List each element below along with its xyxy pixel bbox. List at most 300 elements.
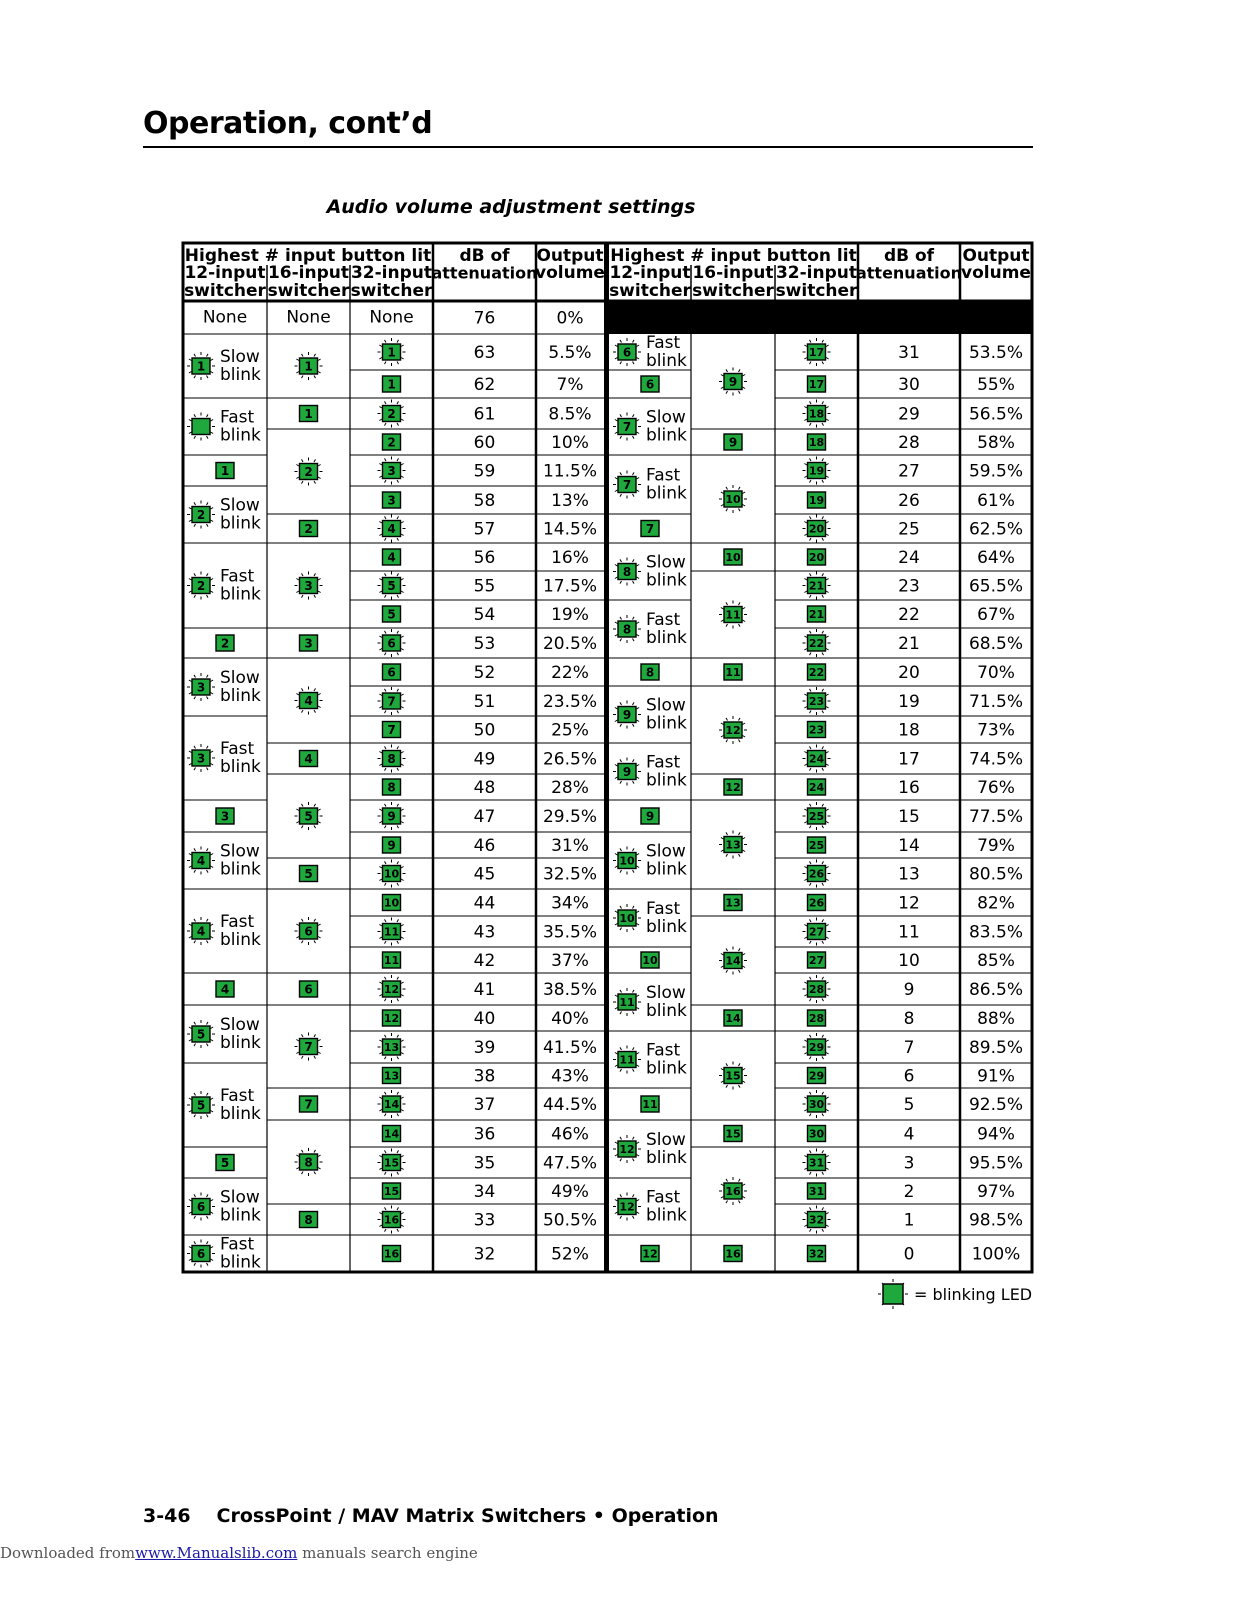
left-volume-cell: 13% (551, 491, 589, 511)
led-number: 13 (383, 1069, 400, 1083)
left-db-cell: 59 (473, 461, 496, 482)
right-db-cell: 26 (898, 491, 920, 511)
left-in12-blink-label: Fast (220, 566, 255, 587)
led-number: 20 (808, 522, 825, 536)
left-vol-header: Output (536, 246, 604, 266)
left-in32-blinking-led-icon (378, 1033, 406, 1061)
right-in12-blink-label-sub: blink (646, 713, 687, 734)
right-in12-blink-label-sub: blink (646, 483, 687, 504)
right-group-header: Highest # input button lit (610, 246, 857, 266)
empty-black-block (604, 301, 1032, 334)
left-in16-lit-led-icon (300, 521, 318, 537)
right-db-cell: 1 (903, 1210, 915, 1231)
left-db-cell: 36 (473, 1124, 496, 1145)
right-in12-fast-blink-led-icon (613, 1046, 641, 1074)
right-volume-cell: 58% (977, 433, 1015, 453)
led-number: 19 (808, 464, 825, 478)
left-in16-lit-led-icon (300, 866, 318, 882)
led-number: 2 (387, 407, 396, 421)
left-volume-cell: 41.5% (542, 1038, 598, 1058)
right-db-cell: 8 (903, 1009, 915, 1029)
led-number: 28 (808, 1012, 825, 1025)
led-number: 5 (304, 809, 313, 824)
right-volume-cell: 53.5% (968, 343, 1024, 363)
right-in12-lit-led-icon (641, 1246, 659, 1262)
led-number: 28 (808, 983, 825, 996)
right-in16-blinking-led-icon (719, 368, 747, 396)
led-number: 11 (642, 1098, 658, 1111)
right-db-cell: 18 (898, 720, 920, 741)
led-number: 13 (383, 1041, 400, 1054)
left-in12-blink-label-sub: blink (220, 930, 261, 950)
left-volume-cell: 37% (551, 951, 589, 971)
led-number: 17 (808, 378, 825, 391)
left-in32-blinking-led-icon (378, 515, 406, 543)
left-db-cell: 60 (473, 433, 496, 453)
right-in12-blink-label-sub: blink (646, 770, 687, 791)
led-number: 10 (619, 854, 635, 868)
led-number: 8 (622, 622, 632, 637)
led-number: 27 (808, 925, 825, 939)
led-number: 7 (387, 723, 396, 737)
led-number: 6 (304, 924, 313, 939)
led-number: 4 (387, 550, 396, 565)
led-number: 16 (725, 1247, 741, 1261)
left-in12-blink-label: Fast (220, 1234, 255, 1255)
right-volume-cell: 74.5% (968, 749, 1024, 770)
left-db-cell: 57 (473, 519, 496, 540)
right-in12-lit-led-icon (641, 1096, 659, 1112)
led-number: 7 (304, 1040, 313, 1054)
left-db-cell: 56 (473, 548, 496, 568)
left-volume-cell: 52% (551, 1244, 589, 1265)
led-number: 21 (808, 579, 825, 593)
left-in12-blink-label: Slow (220, 1015, 260, 1035)
right-volume-cell: 67% (977, 605, 1015, 625)
left-db-cell: 35 (473, 1153, 496, 1174)
left-in32-lit-led-icon (383, 664, 401, 680)
right-in12-blink-label-sub: blink (646, 1001, 687, 1021)
left-volume-cell: 26.5% (542, 749, 598, 770)
left-in12-blink-label: Slow (220, 347, 260, 367)
right-db-cell: 15 (898, 807, 920, 827)
led-number: 29 (808, 1069, 825, 1083)
left-in32-blinking-led-icon (378, 860, 406, 888)
right-volume-cell: 79% (977, 836, 1015, 856)
left-db-cell: 61 (473, 404, 496, 425)
right-volume-cell: 65.5% (968, 576, 1024, 597)
left-in32-lit-led-icon (383, 606, 401, 622)
right-db-cell: 25 (898, 519, 920, 540)
led-number: 27 (808, 954, 825, 967)
led-number: 12 (619, 1200, 635, 1214)
left-in32-lit-led-icon (383, 492, 401, 508)
right-in12-slow-blink-led-icon (613, 1135, 641, 1163)
led-number: 12 (619, 1143, 635, 1156)
left-volume-cell: 20.5% (542, 634, 598, 654)
left-in12-blink-label: Slow (220, 495, 260, 516)
led-number: 10 (383, 896, 400, 910)
left-in16-blinking-led-icon (295, 687, 323, 715)
right-in32-lit-led-icon (808, 837, 826, 853)
left-in12-slow-blink-led-icon (187, 673, 215, 701)
right-in32-lit-led-icon (808, 1246, 826, 1262)
right-in12-blink-label-sub: blink (646, 859, 687, 880)
left-volume-cell: 40% (551, 1009, 589, 1029)
left-in16-lit-led-icon (300, 1212, 318, 1228)
left-in32-blinking-led-icon (378, 802, 406, 830)
led-number: 11 (383, 954, 400, 967)
left-in32-blinking-led-icon (378, 975, 406, 1003)
left-in16-blinking-led-icon (295, 352, 323, 380)
led-number: 20 (808, 551, 825, 564)
left-db-cell: 62 (473, 375, 496, 395)
led-number: 9 (622, 708, 632, 722)
right-db-cell: 16 (898, 778, 920, 798)
left-volume-cell: 46% (551, 1124, 589, 1145)
led-number: 26 (808, 896, 825, 910)
right-in12-slow-blink-led-icon (613, 413, 641, 441)
right-volume-cell: 92.5% (968, 1095, 1024, 1115)
led-number: 7 (645, 522, 655, 536)
right-in32-blinking-led-icon (803, 745, 831, 773)
right-in32-lit-led-icon (808, 549, 826, 565)
led-number: 1 (220, 464, 230, 478)
left-col-16-header-sub: switcher (267, 281, 350, 301)
left-in16-blinking-led-icon (295, 802, 323, 830)
right-in32-blinking-led-icon (803, 400, 831, 428)
left-in16-lit-led-icon (300, 406, 318, 422)
right-in32-blinking-led-icon (803, 1090, 831, 1118)
right-in32-blinking-led-icon (803, 918, 831, 946)
left-volume-cell: 35.5% (542, 922, 598, 943)
left-in32-lit-led-icon (383, 434, 401, 450)
right-volume-cell: 82% (977, 893, 1015, 914)
right-in32-lit-led-icon (808, 1068, 826, 1084)
led-number: 25 (808, 839, 825, 852)
left-volume-cell: 0% (556, 308, 584, 329)
led-number: 10 (725, 493, 741, 506)
right-col-32-header: 32-input (775, 263, 858, 283)
led-number: 8 (387, 752, 396, 766)
led-number: 22 (808, 666, 825, 679)
led-number: 5 (196, 1098, 206, 1113)
right-in32-lit-led-icon (808, 434, 826, 450)
right-in12-blink-label: Fast (646, 752, 681, 773)
left-in16-lit-led-icon (300, 981, 318, 997)
right-in16-lit-led-icon (724, 779, 742, 795)
led-number: 7 (622, 420, 632, 434)
right-in12-blink-label-sub: blink (646, 1205, 687, 1226)
led-number: 11 (619, 1053, 635, 1067)
left-in12-blink-label-sub: blink (220, 1252, 261, 1273)
right-vol-header-sub: volume (961, 263, 1031, 283)
right-db-cell: 28 (898, 433, 920, 453)
right-in16-blinking-led-icon (719, 716, 747, 744)
right-in12-blink-label: Fast (646, 465, 681, 486)
led-number: 9 (387, 809, 396, 824)
right-db-cell: 5 (903, 1095, 915, 1115)
left-db-cell: 39 (473, 1038, 496, 1058)
left-volume-cell: 28% (551, 778, 589, 798)
led-number: 4 (304, 694, 313, 708)
download-prefix: Downloaded from (0, 1544, 136, 1562)
right-in16-lit-led-icon (724, 1010, 742, 1026)
right-in32-lit-led-icon (808, 779, 826, 795)
left-in32-blinking-led-icon (378, 572, 406, 600)
right-db-cell: 27 (898, 461, 920, 482)
left-db-cell: 52 (473, 663, 496, 683)
left-in12-lit-led-icon (216, 808, 234, 824)
page-number: 3-46 (143, 1505, 191, 1527)
left-in32-lit-led-icon (383, 952, 401, 968)
left-volume-cell: 7% (556, 375, 584, 395)
led-number: 1 (196, 359, 206, 374)
right-col-32-header-sub: switcher (775, 281, 858, 301)
led-number: 12 (383, 983, 400, 996)
left-volume-cell: 19% (551, 605, 589, 625)
led-number: 11 (725, 608, 741, 622)
left-in32-blinking-led-icon (378, 918, 406, 946)
left-in12-blink-label-sub: blink (220, 425, 261, 446)
right-in32-lit-led-icon (808, 376, 826, 392)
led-number: 16 (383, 1213, 400, 1227)
led-number: 15 (725, 1127, 741, 1141)
right-in12-blink-label-sub: blink (646, 570, 687, 591)
left-db-header-sub: attenuation (431, 263, 538, 283)
led-number: 3 (304, 636, 313, 651)
left-in32-lit-led-icon (383, 1010, 401, 1026)
led-number: 5 (220, 1156, 230, 1170)
right-in32-lit-led-icon (808, 895, 826, 911)
left-volume-cell: 47.5% (542, 1153, 598, 1174)
left-db-cell: 55 (473, 576, 496, 597)
led-number: 7 (622, 478, 632, 492)
right-volume-cell: 77.5% (968, 807, 1024, 827)
led-number: 5 (387, 607, 396, 622)
led-number: 11 (725, 666, 741, 679)
led-number: 15 (383, 1185, 400, 1198)
led-number: 14 (725, 1012, 741, 1025)
left-in32-none-label: None (369, 307, 414, 328)
right-in12-slow-blink-led-icon (613, 988, 641, 1016)
led-number: 29 (808, 1041, 825, 1054)
left-in12-blink-label-sub: blink (220, 686, 261, 706)
led-number: 2 (220, 636, 230, 651)
led-number: 32 (808, 1247, 825, 1261)
led-number: 17 (808, 346, 825, 359)
download-notice (0, 1544, 478, 1562)
right-volume-cell: 56.5% (968, 404, 1024, 425)
right-volume-cell: 62.5% (968, 519, 1024, 540)
led-number: 30 (808, 1098, 825, 1111)
left-db-cell: 34 (473, 1182, 496, 1202)
right-db-cell: 13 (898, 864, 920, 885)
left-volume-cell: 8.5% (548, 404, 592, 425)
led-number: 8 (645, 665, 655, 680)
right-volume-cell: 68.5% (968, 634, 1024, 654)
left-in12-blink-label-sub: blink (220, 584, 261, 605)
led-number: 8 (387, 780, 396, 795)
led-number: 18 (808, 407, 825, 421)
led-number: 8 (304, 1213, 313, 1227)
left-volume-cell: 5.5% (548, 343, 592, 363)
left-in16-none-label: None (286, 307, 331, 328)
led-number: 24 (808, 752, 825, 766)
right-in12-blink-label-sub: blink (646, 1058, 687, 1079)
right-in12-slow-blink-led-icon (613, 558, 641, 586)
right-db-cell: 12 (898, 893, 920, 914)
right-db-header: dB of (883, 246, 935, 266)
right-db-cell: 30 (898, 375, 920, 395)
right-db-cell: 24 (898, 548, 920, 568)
legend (878, 1279, 1032, 1309)
left-in32-lit-led-icon (383, 779, 401, 795)
left-db-cell: 37 (473, 1095, 496, 1115)
left-in32-blinking-led-icon (378, 687, 406, 715)
left-volume-cell: 10% (551, 433, 589, 453)
right-in16-blinking-led-icon (719, 485, 747, 513)
left-in12-fast-blink-led-icon (187, 413, 215, 441)
left-in12-blink-label-sub: blink (220, 1104, 261, 1124)
left-in32-blinking-led-icon (378, 338, 406, 366)
led-number: 9 (622, 765, 632, 779)
led-number: 14 (725, 954, 741, 968)
right-in16-blinking-led-icon (719, 1177, 747, 1205)
left-volume-cell: 14.5% (542, 519, 598, 540)
right-in16-lit-led-icon (724, 664, 742, 680)
left-volume-cell: 43% (551, 1066, 589, 1087)
left-in32-lit-led-icon (383, 837, 401, 853)
left-volume-cell: 49% (551, 1182, 589, 1202)
left-db-cell: 43 (473, 922, 496, 943)
right-in32-blinking-led-icon (803, 572, 831, 600)
led-number: 10 (642, 954, 658, 967)
left-in16-blinking-led-icon (295, 572, 323, 600)
right-col-12-header: 12-input (609, 263, 691, 283)
left-in12-fast-blink-led-icon (187, 1240, 215, 1268)
left-in32-lit-led-icon (383, 1126, 401, 1142)
led-number: 12 (642, 1247, 658, 1261)
led-number: 24 (808, 781, 825, 794)
right-in12-blink-label: Fast (646, 1040, 681, 1061)
left-in12-blink-label-sub: blink (220, 757, 261, 777)
left-db-cell: 44 (473, 893, 496, 914)
led-number: 21 (808, 608, 825, 621)
left-volume-cell: 16% (551, 548, 589, 568)
left-in12-blink-label-sub: blink (220, 1205, 261, 1226)
led-number: 9 (645, 809, 655, 824)
left-volume-cell: 34% (551, 893, 589, 914)
right-volume-cell: 85% (977, 951, 1015, 971)
led-number: 3 (387, 464, 396, 478)
right-in12-blink-label: Slow (646, 407, 686, 428)
right-in16-lit-led-icon (724, 1246, 742, 1262)
right-in12-blink-label: Slow (646, 695, 686, 716)
left-in32-blinking-led-icon (378, 1149, 406, 1177)
right-in12-slow-blink-led-icon (613, 701, 641, 729)
right-in12-lit-led-icon (641, 952, 659, 968)
right-in32-lit-led-icon (808, 1010, 826, 1026)
right-in12-blink-label-sub: blink (646, 628, 687, 648)
right-in32-lit-led-icon (808, 722, 826, 738)
led-number: 3 (304, 579, 313, 593)
left-in12-none-label: None (202, 307, 248, 328)
left-volume-cell: 11.5% (542, 461, 598, 482)
right-in32-blinking-led-icon (803, 457, 831, 485)
left-db-header: dB of (459, 246, 510, 266)
led-number: 2 (196, 579, 206, 593)
left-in32-lit-led-icon (383, 549, 401, 565)
led-number: 5 (304, 867, 313, 881)
right-in32-blinking-led-icon (803, 629, 831, 657)
blinking-led-icon (878, 1279, 908, 1309)
led-number: 9 (387, 838, 396, 853)
right-in12-blink-label-sub: blink (646, 425, 687, 446)
left-col-12-header-sub: switcher (184, 281, 266, 301)
right-volume-cell: 64% (977, 548, 1015, 568)
left-col-32-header-sub: switcher (350, 281, 433, 301)
right-in12-blink-label: Fast (646, 1187, 681, 1208)
left-in12-blink-label-sub: blink (220, 859, 261, 880)
right-volume-cell: 61% (977, 491, 1015, 511)
right-vol-header: Output (962, 246, 1030, 266)
left-in12-slow-blink-led-icon (187, 1020, 215, 1048)
led-number: 2 (387, 435, 396, 450)
left-col-12-header: 12-input (184, 263, 266, 283)
right-volume-cell: 95.5% (968, 1153, 1024, 1174)
right-volume-cell: 76% (977, 778, 1015, 798)
left-db-cell: 40 (473, 1009, 496, 1029)
led-number: 22 (808, 637, 825, 650)
right-in12-blink-label: Slow (646, 841, 686, 862)
left-in12-blink-label-sub: blink (220, 365, 261, 385)
right-in32-blinking-led-icon (803, 1033, 831, 1061)
right-in12-fast-blink-led-icon (613, 338, 641, 366)
manualslib-link[interactable]: www.Manualslib.com (135, 1544, 298, 1562)
led-number: 14 (383, 1098, 400, 1111)
led-number: 9 (728, 375, 738, 389)
right-db-cell: 7 (903, 1038, 915, 1058)
right-in32-lit-led-icon (808, 1126, 826, 1142)
right-in12-lit-led-icon (641, 376, 659, 392)
led-number: 15 (725, 1069, 741, 1083)
led-number: 10 (619, 912, 635, 925)
left-db-cell: 45 (473, 864, 496, 885)
led-number: 2 (304, 465, 313, 479)
download-suffix: manuals search engine (297, 1544, 478, 1562)
left-in12-slow-blink-led-icon (187, 501, 215, 529)
right-volume-cell: 83.5% (968, 922, 1024, 943)
right-in32-lit-led-icon (808, 1183, 826, 1199)
right-in12-blink-label-sub: blink (646, 351, 687, 371)
led-number: 10 (383, 867, 400, 881)
right-volume-cell: 100% (971, 1244, 1021, 1265)
right-volume-cell: 71.5% (968, 692, 1024, 712)
left-in12-slow-blink-led-icon (187, 1193, 215, 1221)
left-in32-lit-led-icon (383, 376, 401, 392)
right-db-cell: 17 (898, 749, 920, 770)
left-in12-fast-blink-led-icon (187, 572, 215, 600)
led-number: 6 (196, 1247, 206, 1261)
right-in12-fast-blink-led-icon (613, 904, 641, 932)
left-in12-slow-blink-led-icon (187, 847, 215, 875)
left-volume-cell: 29.5% (542, 807, 598, 827)
left-in32-blinking-led-icon (378, 745, 406, 773)
left-db-cell: 58 (473, 491, 496, 511)
led-number: 3 (220, 809, 230, 824)
led-number: 3 (387, 493, 396, 508)
